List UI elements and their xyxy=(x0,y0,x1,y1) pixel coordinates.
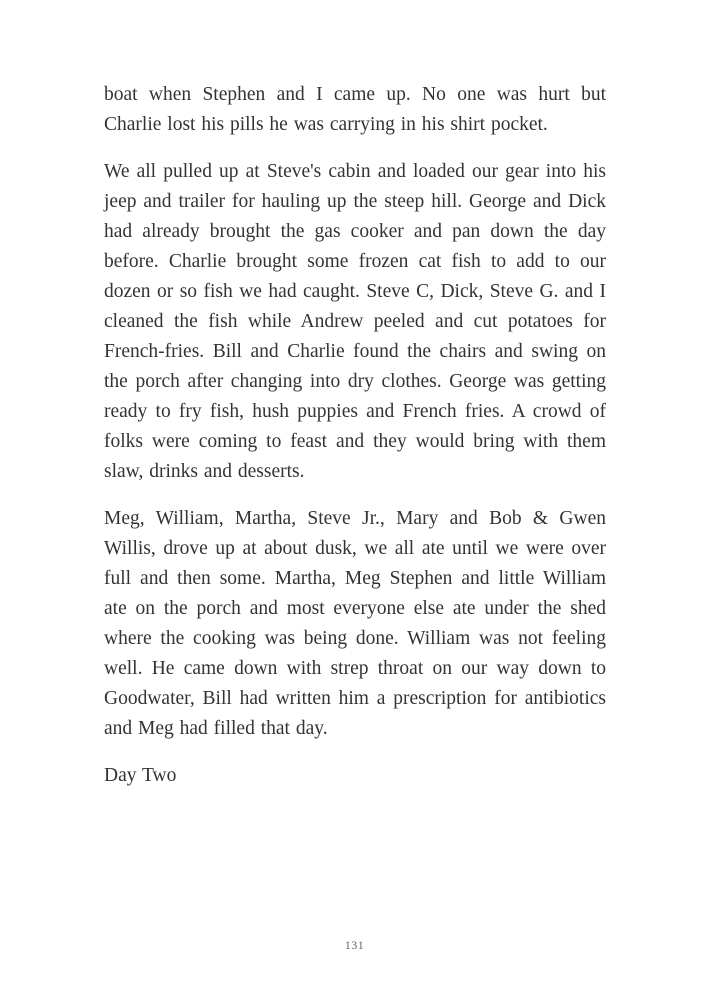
page-number: 131 xyxy=(344,938,365,952)
page-content xyxy=(104,80,606,791)
section-heading-day-two: Day Two xyxy=(104,765,177,786)
paragraph-2: We all pulled up at Steve's cabin and loaded our gear into his jeep and trailer for hauling up the steep hill. George and Dick had already brought the gas cooker and pan down the day before. Charlie brought some frozen cat fish to add to our dozen or so fish we had caught. Steve C, Dick, Steve G. and I cleaned the fish while Andrew peeled and cut potatoes for French-fries. Bill and Charlie found the chairs and swing on the porch after changing into dry clothes. George was getting ready to fry fish, hush puppies and French fries. A crowd of folks were coming to feast and they would bring with them slaw, drinks and desserts. xyxy=(104,161,606,482)
paragraph-3: Meg, William, Martha, Steve Jr., Mary and Bob & Gwen Willis, drove up at about dusk, we all ate until we were over full and then some. Martha, Meg Stephen and little William ate on the porch and most everyone else ate under the shed where the cooking was being done. William was not feeling well. He came down with strep throat on our way down to Goodwater, Bill had written him a prescription for antibiotics and Meg had filled that day. xyxy=(104,508,606,739)
paragraph-1: boat when Stephen and I came up. No one was hurt but Charlie lost his pills he was carrying in his shirt pocket. xyxy=(104,84,606,135)
